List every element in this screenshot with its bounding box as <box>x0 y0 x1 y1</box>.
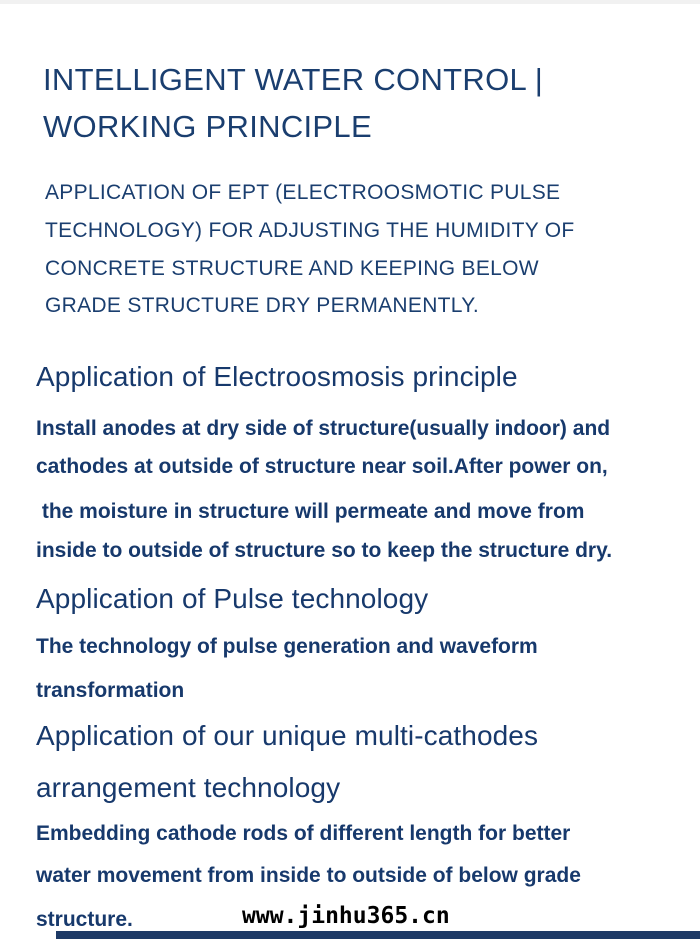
section-body-line: Install anodes at dry side of structure(usually indoor) and <box>36 417 611 440</box>
section-heading: Application of Pulse technology <box>36 583 429 614</box>
subtitle-line-1: APPLICATION OF EPT (ELECTROOSMOTIC PULSE <box>45 181 561 204</box>
section-body-line: the moisture in structure will permeate and move from <box>36 500 585 523</box>
subtitle-line-2: TECHNOLOGY) FOR ADJUSTING THE HUMIDITY OF <box>45 219 575 242</box>
top-strip <box>0 0 700 4</box>
section-body-line: transformation <box>36 679 185 702</box>
section-body-line: water movement from inside to outside of below grade <box>36 864 581 887</box>
subtitle-line-3: CONCRETE STRUCTURE AND KEEPING BELOW <box>45 257 539 280</box>
section-body-line: cathodes at outside of structure near soil.After power on, <box>36 455 608 478</box>
page-title-line-1: INTELLIGENT WATER CONTROL | <box>43 62 544 97</box>
section-body-line: structure. <box>36 908 133 931</box>
page-title-line-2: WORKING PRINCIPLE <box>43 109 372 144</box>
section-body-line: inside to outside of structure so to keep the structure dry. <box>36 539 613 562</box>
subtitle-line-4: GRADE STRUCTURE DRY PERMANENTLY. <box>45 294 479 317</box>
watermark-url: www.jinhu365.cn <box>242 903 450 929</box>
section-heading: Application of Electroosmosis principle <box>36 361 518 392</box>
section-heading-line-2: arrangement technology <box>36 772 341 803</box>
section-body-line: The technology of pulse generation and waveform <box>36 635 538 658</box>
section-heading-line-1: Application of our unique multi-cathodes <box>36 720 539 751</box>
section-body-line: Embedding cathode rods of different length for better <box>36 822 571 845</box>
bottom-section-edge <box>56 931 700 939</box>
